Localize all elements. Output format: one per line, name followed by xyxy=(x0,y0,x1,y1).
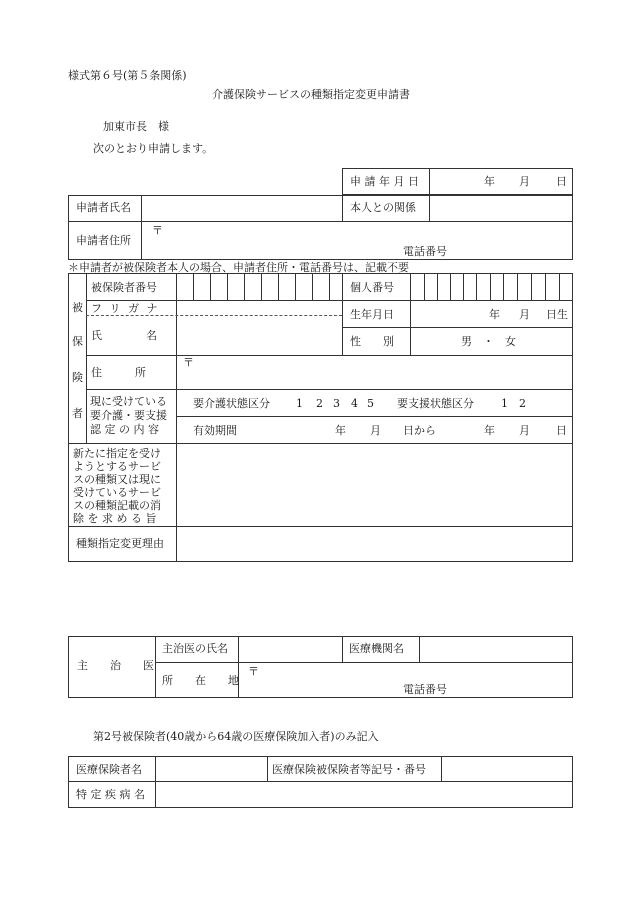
application-date-day: 日 xyxy=(556,175,567,188)
reason-field[interactable] xyxy=(180,530,568,558)
insured-address-field[interactable] xyxy=(196,358,566,386)
birth-month: 月 xyxy=(519,308,530,321)
valid-to-year: 年 xyxy=(484,424,495,437)
application-date-label: 申 請 年 月 日 xyxy=(350,175,419,188)
birth-year: 年 xyxy=(489,308,500,321)
insured-side-label-4: 者 xyxy=(72,407,83,420)
valid-from-day: 日から xyxy=(403,424,436,437)
insured-postal-mark: 〒 xyxy=(183,356,194,369)
second-insured-note: 第2号被保険者(40歳から64歳の医療保険加入者)のみ記入 xyxy=(93,730,379,743)
doctor-location-field[interactable] xyxy=(260,666,565,694)
care-level-3[interactable]: 3 xyxy=(333,397,340,410)
applicant-note: ＊申請者が被保険者本人の場合、申請者住所・電話番号は、記載不要 xyxy=(68,261,409,274)
reason-label: 種類指定変更理由 xyxy=(76,537,164,550)
furigana-field[interactable] xyxy=(178,302,340,313)
insured-side-label-2: 保 xyxy=(72,335,83,348)
insured-symbol-number-label: 医療保険被保険者等記号・番号 xyxy=(272,763,426,776)
applicant-address-label: 申請者住所 xyxy=(76,234,131,247)
applicant-postal-mark: 〒 xyxy=(152,224,163,237)
valid-from-year: 年 xyxy=(335,424,346,437)
applicant-phone-label: 電話番号 xyxy=(403,245,447,258)
insured-name-label: 氏 名 xyxy=(91,329,157,342)
applicant-address-field[interactable] xyxy=(165,226,565,256)
valid-to-month: 月 xyxy=(519,424,530,437)
institution-field[interactable] xyxy=(423,640,569,658)
support-level-label: 要支援状態区分 xyxy=(397,397,474,410)
support-level-2[interactable]: 2 xyxy=(519,397,526,410)
doctor-phone-label: 電話番号 xyxy=(403,683,447,696)
request-label-line-1: 新たに指定を受け xyxy=(73,447,161,460)
insured-side-label-3: 険 xyxy=(72,371,83,384)
valid-from-month: 月 xyxy=(370,424,381,437)
care-level-label: 要介護状態区分 xyxy=(193,397,270,410)
relation-field[interactable] xyxy=(433,199,569,217)
request-label-line-5: スの種類記載の消 xyxy=(73,499,161,512)
request-label-line-6: 除 を 求 め る 旨 xyxy=(73,512,157,525)
doctor-name-field[interactable] xyxy=(242,640,338,658)
applicant-name-field[interactable] xyxy=(145,199,337,217)
insurer-name-field[interactable] xyxy=(159,760,263,778)
doctor-side-label: 主 治 医 xyxy=(77,659,154,672)
personal-number-field[interactable] xyxy=(412,276,570,298)
insured-number-label: 被保険者番号 xyxy=(91,281,157,294)
application-date-month: 月 xyxy=(519,175,530,188)
addressee: 加東市長 様 xyxy=(103,120,169,133)
applicant-name-label: 申請者氏名 xyxy=(76,201,131,214)
support-level-1[interactable]: 1 xyxy=(501,397,508,410)
insured-address-label: 住 所 xyxy=(91,366,146,379)
care-level-5[interactable]: 5 xyxy=(367,397,374,410)
care-label-line-1: 現に受けている xyxy=(90,395,167,408)
birth-day: 日生 xyxy=(546,308,568,321)
doctor-name-label: 主治医の氏名 xyxy=(162,642,228,655)
institution-label: 医療機関名 xyxy=(349,642,404,655)
valid-to-day: 日 xyxy=(556,424,567,437)
form-title: 介護保険サービスの種類指定変更申請書 xyxy=(212,88,410,101)
request-label-line-3: スの種類又は現に xyxy=(73,473,161,486)
application-date-input[interactable] xyxy=(448,176,563,188)
insurer-name-label: 医療保険者名 xyxy=(76,763,142,776)
care-level-4[interactable]: 4 xyxy=(351,397,358,410)
insured-number-field[interactable] xyxy=(178,276,340,298)
specific-disease-label: 特 定 疾 病 名 xyxy=(76,788,145,801)
doctor-location-label: 所 在 地 xyxy=(162,674,239,687)
request-label-line-4: 受けているサービ xyxy=(73,486,161,499)
personal-number-label: 個人番号 xyxy=(350,281,394,294)
birth-date-label: 生年月日 xyxy=(350,308,394,321)
request-content-field[interactable] xyxy=(180,447,568,522)
insured-name-field[interactable] xyxy=(178,318,340,352)
valid-period-label: 有効期間 xyxy=(193,424,237,437)
specific-disease-field[interactable] xyxy=(159,785,569,804)
application-date-year: 年 xyxy=(484,175,495,188)
gender-options[interactable]: 男 ・ 女 xyxy=(461,335,516,348)
care-label-line-2: 要介護・要支援 xyxy=(90,409,167,422)
doctor-postal-mark: 〒 xyxy=(248,665,259,678)
care-level-2[interactable]: 2 xyxy=(316,397,323,410)
care-label-line-3: 認 定 の 内 容 xyxy=(90,423,159,436)
insured-side-label-1: 被 xyxy=(72,301,83,314)
request-label-line-2: ようとするサービ xyxy=(73,460,161,473)
relation-label: 本人との関係 xyxy=(350,201,416,214)
gender-label: 性 別 xyxy=(350,335,394,348)
form-number: 様式第６号(第５条関係) xyxy=(68,69,187,82)
furigana-label: フ リ ガ ナ xyxy=(91,302,160,315)
insured-symbol-number-field[interactable] xyxy=(445,760,569,778)
care-level-1[interactable]: 1 xyxy=(296,397,303,410)
intro-text: 次のとおり申請します。 xyxy=(93,142,214,155)
